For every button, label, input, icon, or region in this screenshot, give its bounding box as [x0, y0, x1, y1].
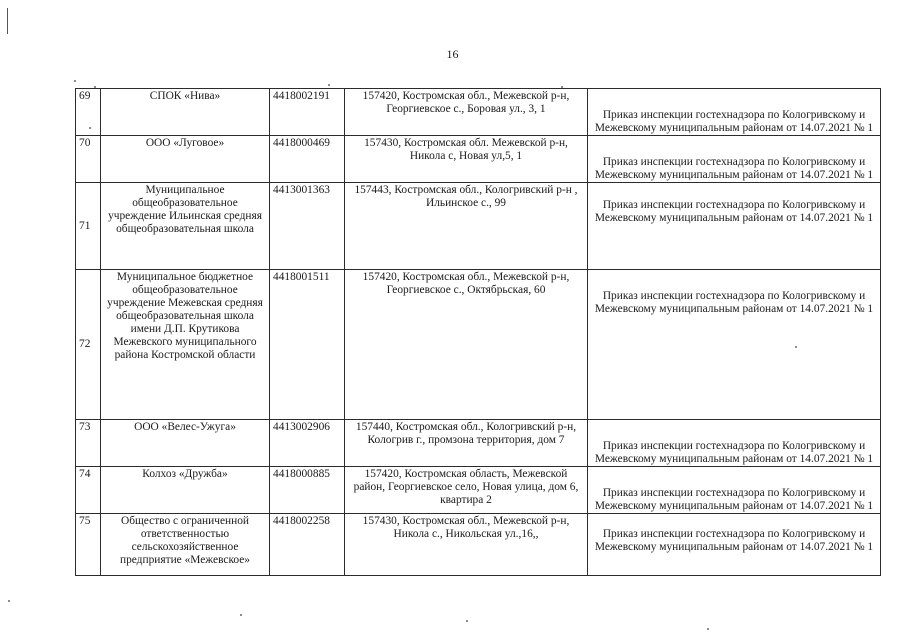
address: 157420, Костромская обл., Межевской р-н, Георгиевское с., Октябрьская, 60: [345, 270, 588, 420]
organization-name: СПОК «Нива»: [101, 89, 270, 136]
inn-value: 4418001511: [270, 270, 345, 420]
registry-table: [75, 88, 881, 576]
page-number: 16: [446, 47, 459, 61]
scan-speck: [8, 600, 10, 602]
address: 157420, Костромская обл., Межевской р-н, Георгиевское с., Боровая ул., 3, 1: [345, 89, 588, 136]
row-number: 73: [76, 420, 101, 467]
order-reference: Приказ инспекции гостехнадзора по Кологривскому и Межевскому муниципальным районам от 14.07.2021 № 1: [588, 514, 881, 576]
inn-value: 4413001363: [270, 183, 345, 270]
order-reference: Приказ инспекции гостехнадзора по Кологривскому и Межевскому муниципальным районам от 14.07.2021 № 1: [588, 183, 881, 270]
table-row: [76, 136, 881, 183]
table-row: [76, 89, 881, 136]
order-reference: Приказ инспекции гостехнадзора по Кологривскому и Межевскому муниципальным районам от 14.07.2021 № 1: [588, 89, 881, 136]
order-reference: Приказ инспекции гостехнадзора по Кологривскому и Межевскому муниципальным районам от 14.07.2021 № 1: [588, 136, 881, 183]
scan-speck: [466, 620, 468, 622]
scan-speck: [328, 84, 330, 86]
order-reference: Приказ инспекции гостехнадзора по Кологривскому и Межевскому муниципальным районам от 14.07.2021 № 1: [588, 270, 881, 420]
inn-value: 4418000885: [270, 467, 345, 514]
inn-value: 4418002258: [270, 514, 345, 576]
row-number: 69: [76, 89, 101, 136]
margin-mark: [7, 8, 8, 34]
order-reference: Приказ инспекции гостехнадзора по Кологривскому и Межевскому муниципальным районам от 14.07.2021 № 1: [588, 467, 881, 514]
row-number: 75: [76, 514, 101, 576]
organization-name: Колхоз «Дружба»: [101, 467, 270, 514]
inn-value: 4418000469: [270, 136, 345, 183]
organization-name: Общество с ограниченной ответственностью сельскохозяйственное предприятие «Межевское»: [101, 514, 270, 576]
table-row: [76, 514, 881, 576]
table-row: [76, 183, 881, 270]
organization-name: Муниципальное бюджетное общеобразовательное учреждение Межевская средняя общеобразовательная школа имени Д.П. Крутикова Межевского муниципального района Костромской области: [101, 270, 270, 420]
inn-value: 4418002191: [270, 89, 345, 136]
row-number: 71: [76, 183, 101, 270]
scan-speck: [240, 614, 242, 616]
organization-name: Муниципальное общеобразовательное учреждение Ильинская средняя общеобразовательная школа: [101, 183, 270, 270]
table-row: [76, 467, 881, 514]
inn-value: 4413002906: [270, 420, 345, 467]
scan-speck: [74, 80, 76, 82]
table-row: [76, 270, 881, 420]
address: 157440, Костромская обл., Кологривский р-н, Кологрив г., промзона территория, дом 7: [345, 420, 588, 467]
address: 157443, Костромская обл., Кологривский р-н , Ильинское с., 99: [345, 183, 588, 270]
row-number: 72: [76, 270, 101, 420]
organization-name: ООО «Луговое»: [101, 136, 270, 183]
address: 157430, Костромская обл. Межевской р-н, Никола с, Новая ул,5, 1: [345, 136, 588, 183]
order-reference: Приказ инспекции гостехнадзора по Кологривскому и Межевскому муниципальным районам от 14.07.2021 № 1: [588, 420, 881, 467]
scan-speck: [707, 628, 709, 630]
row-number: 74: [76, 467, 101, 514]
address: 157430, Костромская обл., Межевской р-н, Никола с., Никольская ул.,16,,: [345, 514, 588, 576]
address: 157420, Костромская область, Межевской район, Георгиевское село, Новая улица, дом 6, квартира 2: [345, 467, 588, 514]
row-number: 70: [76, 136, 101, 183]
organization-name: ООО «Велес-Ужуга»: [101, 420, 270, 467]
table-row: [76, 420, 881, 467]
